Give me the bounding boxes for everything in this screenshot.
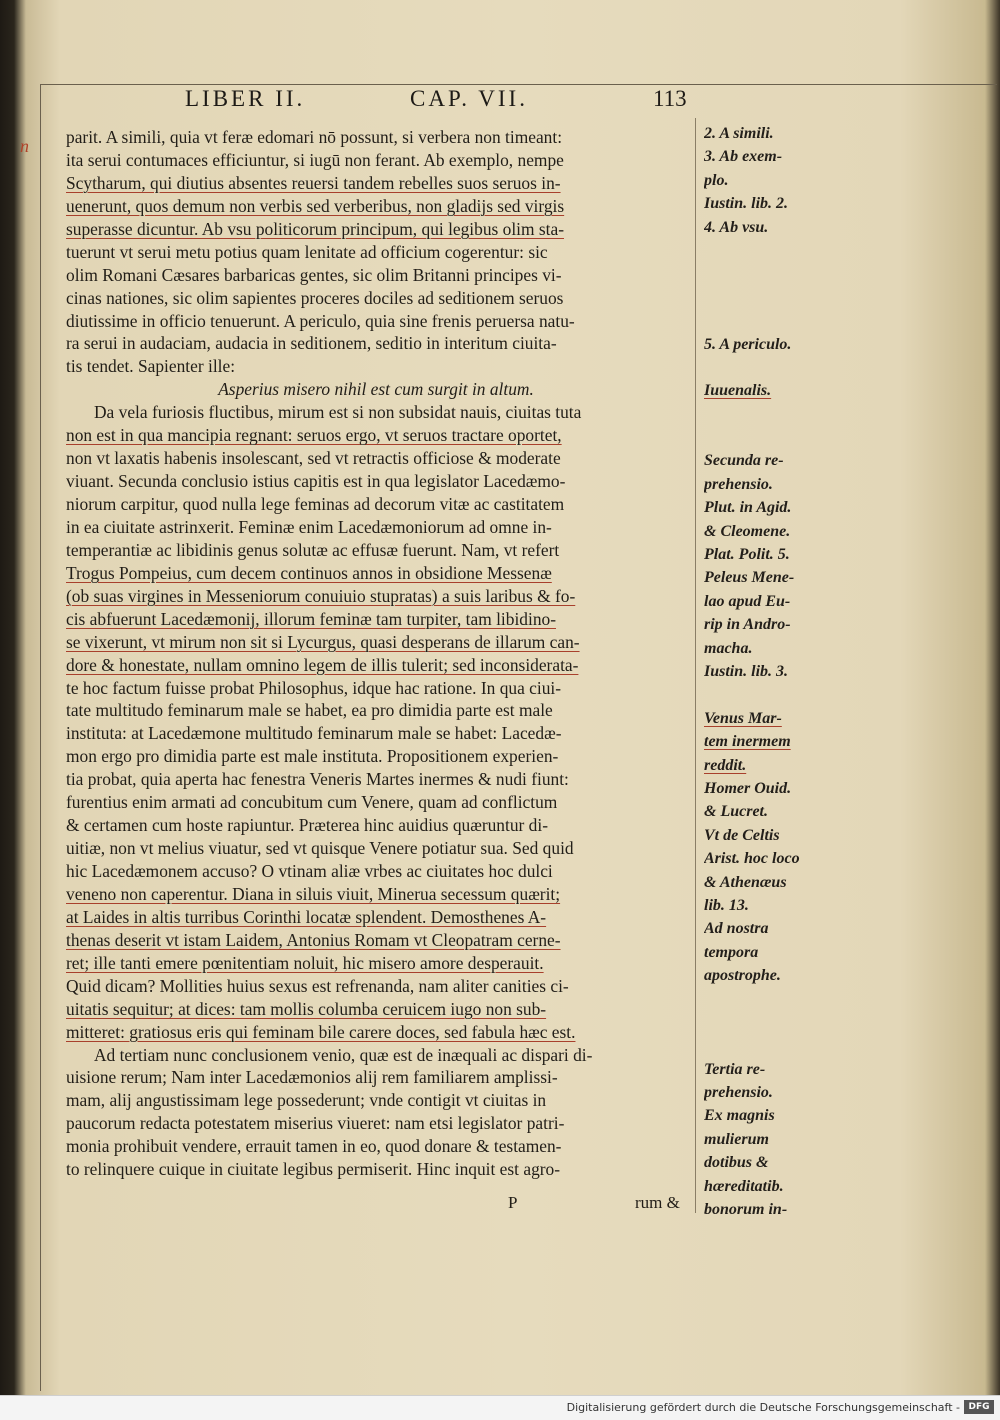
marginal-note: 4. Ab vsu. — [704, 218, 769, 236]
marginal-note — [704, 309, 816, 332]
marginal-note: rip in Andro- — [704, 616, 791, 634]
text-line: Asperius misero nihil est cum surgit in altum. — [218, 379, 534, 400]
marginal-note: prehensio. — [704, 475, 773, 493]
text-line: dore & honestate, nullam omnino legem de illis tulerit; sed inconsiderata- — [66, 654, 579, 675]
marginal-note: tempora — [704, 943, 759, 961]
marginal-note: Tertia re- — [704, 1060, 766, 1078]
main-text-block — [66, 126, 686, 1181]
marginal-note: Iustin. lib. 3. — [704, 662, 789, 680]
header-liber: LIBER II. — [185, 86, 306, 111]
marginal-note: hæreditatib. — [704, 1177, 784, 1195]
text-line: Trogus Pompeius, cum decem continuos annos in obsidione Messenæ — [66, 562, 552, 583]
text-line: tate multitudo feminarum male se habet, ea pro dimidia parte est male — [66, 700, 553, 721]
marginal-note: 3. Ab exem- — [704, 148, 783, 166]
marginal-note: prehensio. — [704, 1084, 773, 1102]
text-line: parit. A simili, quia vt feræ edomari nō possunt, si verbera non timeant: — [66, 127, 563, 147]
text-line: tuerunt vt serui metu potius quam lenitate ad officium cogerentur: sic — [66, 241, 548, 262]
text-line: Da vela furiosis fluctibus, mirum est si non subsidat nauis, ciuitas tuta — [94, 402, 582, 423]
text-line: ra serui in audaciam, audacia in seditionem, seditio in interitum ciuita- — [66, 333, 557, 354]
marginal-note: macha. — [704, 639, 753, 657]
text-line: thenas deserit vt istam Laidem, Antonius Romam vt Cleopatram cerne- — [66, 929, 561, 950]
text-line: Quid dicam? Mollities huius sexus est refrenanda, nam aliter canities ci- — [66, 975, 569, 996]
marginal-note: Vt de Celtis — [704, 826, 780, 844]
marginal-note: 5. A periculo. — [704, 335, 792, 353]
text-line: instituta: at Lacedæmone multitudo feminarum male se habet: Lacedæ- — [66, 723, 562, 744]
marginal-note: reddit. — [704, 756, 747, 774]
marginal-note: & Athenæus — [704, 873, 787, 891]
marginal-note: Ad nostra — [704, 920, 769, 938]
text-line: te hoc factum fuisse probat Philosophus, idque hac ratione. In qua ciui- — [66, 677, 562, 698]
marginal-note: Plut. in Agid. — [704, 499, 792, 517]
marginal-note — [704, 239, 816, 262]
text-line: mon ergo pro dimidia parte est male instituta. Propositionem experien- — [66, 746, 559, 767]
marginal-note: Ex magnis — [704, 1107, 775, 1125]
marginal-note: tem inermem — [704, 733, 791, 751]
running-header — [185, 86, 685, 118]
text-line: uisione rerum; Nam inter Lacedæmonios alij rem familiarem amplissi- — [66, 1067, 558, 1088]
text-line: olim Romani Cæsares barbaricas gentes, sic olim Britanni principes vi- — [66, 264, 562, 285]
marginal-note: & Lucret. — [704, 803, 768, 821]
marginal-note — [704, 683, 816, 706]
text-line: se vixerunt, vt mirum non sit si Lycurgus, quasi desperans de illarum can- — [66, 631, 580, 652]
text-line: at Laides in altis turribus Corinthi locatæ splendent. Demosthenes A- — [66, 906, 547, 927]
marginal-note: Venus Mar- — [704, 709, 782, 727]
catchword: rum & — [635, 1193, 680, 1212]
marginal-note: Secunda re- — [704, 452, 784, 470]
text-line: ita serui contumaces efficiuntur, si iugū non ferant. Ab exemplo, nempe — [66, 149, 564, 170]
text-line: Ad tertiam nunc conclusionem venio, quæ est de inæquali ac dispari di- — [94, 1044, 593, 1065]
text-line: cinas nationes, sic olim sapientes proceres dociles ad seditionem seruos — [66, 287, 564, 308]
text-line: Scytharum, qui diutius absentes reuersi tandem rebelles suos seruos in- — [66, 172, 561, 193]
text-line: paucorum redacta potestatem miserius viueret: nam etsi legislator patri- — [66, 1113, 565, 1134]
text-line: cis abfuerunt Lacedæmonij, illorum feminæ tam turpiter, tam libidino- — [66, 608, 556, 629]
marginal-notes — [704, 122, 816, 1221]
text-line: to relinquere cuique in ciuitate legibus permiserit. Hinc inquit est agro- — [66, 1159, 561, 1180]
marginal-note — [704, 426, 816, 449]
dfg-logo-icon: DFG — [964, 1400, 994, 1414]
marginal-note: lib. 13. — [704, 896, 749, 914]
text-line: temperantiæ ac libidinis genus solutæ ac effusæ fuerunt. Nam, vt refert — [66, 539, 560, 560]
text-line: niorum carpitur, quod nulla lege feminas ad decorum vitæ ac castitatem — [66, 494, 565, 514]
marginal-note: Homer Ouid. — [704, 779, 792, 797]
marginal-note: dotibus & — [704, 1154, 769, 1172]
marginal-note — [704, 1034, 816, 1057]
text-line: uitatis sequitur; at dices: tam mollis columba ceruicem iugo non sub- — [66, 998, 547, 1019]
marginal-note — [704, 987, 816, 1010]
text-line: diutissime in officio tenuerunt. A periculo, quia sine frenis peruersa natu- — [66, 310, 575, 331]
marginal-note: Iuuenalis. — [704, 382, 772, 400]
text-line: tia probat, quia aperta hac fenestra Veneris Martes inermes & nudi fiunt: — [66, 769, 569, 790]
text-line: furentius enim armati ad concubitum cum Venere, quam ad conflictum — [66, 792, 558, 813]
text-line: tis tendet. Sapienter ille: — [66, 356, 236, 377]
margin-annotation-mark: n — [20, 136, 29, 156]
marginal-note: Iustin. lib. 2. — [704, 195, 789, 213]
marginal-note — [704, 286, 816, 309]
text-line: ret; ille tanti emere pœnitentiam noluit, hic misero amore desperauit. — [66, 952, 544, 973]
marginal-note: apostrophe. — [704, 967, 781, 985]
text-line: uenerunt, quos demum non verbis sed verberibus, non gladijs sed virgis — [66, 195, 565, 216]
marginal-note — [704, 403, 816, 426]
text-line: viuant. Secunda conclusio istius capitis est in qua legislator Lacedæmo- — [66, 471, 566, 492]
footer-credit: Digitalisierung gefördert durch die Deutsche Forschungsgemeinschaft - — [566, 1401, 960, 1414]
text-line: uitiæ, non vt melius viuatur, sed vt quisque Venere potiatur sua. Sed quid — [66, 838, 574, 859]
text-line: mam, alij angustissimam lege possederunt; vnde contigit vt ciuitas in — [66, 1090, 547, 1111]
marginal-note: & Cleomene. — [704, 522, 791, 540]
text-line: superasse dicuntur. Ab vsu politicorum principum, qui legibus olim sta- — [66, 218, 564, 239]
text-line: monia prohibuit vendere, errauit tamen in eo, quod donare & testamen- — [66, 1136, 562, 1157]
marginal-note: lao apud Eu- — [704, 592, 791, 610]
signature-mark: P — [508, 1193, 518, 1212]
marginal-note: Plat. Polit. 5. — [704, 546, 790, 564]
marginal-note — [704, 262, 816, 285]
text-line: & certamen cum hoste rapiuntur. Præterea hinc auidius quæruntur di- — [66, 815, 548, 836]
margin-rule — [695, 118, 696, 1213]
text-line: non vt laxatis habenis insolescant, sed vt retractis officiose & moderate — [66, 448, 561, 469]
page-number: 113 — [653, 86, 687, 111]
marginal-note: Arist. hoc loco — [704, 850, 800, 868]
marginal-note: bonorum in- — [704, 1200, 788, 1218]
text-line: veneno non caperentur. Diana in siluis viuit, Minerua secessum quærit; — [66, 883, 561, 904]
marginal-note: plo. — [704, 171, 729, 189]
marginal-note — [704, 1011, 816, 1034]
marginal-note: Peleus Mene- — [704, 569, 795, 587]
digitization-footer — [0, 1395, 1000, 1420]
marginal-note — [704, 356, 816, 379]
text-line: non est in qua mancipia regnant: seruos ergo, vt seruos tractare oportet, — [66, 425, 562, 446]
text-line: (ob suas virgines in Messeniorum conuiuio stupratas) a suis laribus & fo- — [66, 585, 576, 606]
marginal-note: mulierum — [704, 1130, 769, 1148]
text-line: mitteret: gratiosus eris qui feminam bile carere doces, sed fabula hæc est. — [66, 1021, 576, 1042]
text-line: hic Lacedæmonem accuso? O vtinam aliæ vrbes ac ciuitates hoc dulci — [66, 861, 553, 881]
header-cap: CAP. VII. — [410, 86, 528, 111]
marginal-note: 2. A simili. — [704, 125, 774, 142]
text-line: in ea ciuitate astrinxerit. Feminæ enim Lacedæmoniorum ad omne in- — [66, 516, 552, 537]
